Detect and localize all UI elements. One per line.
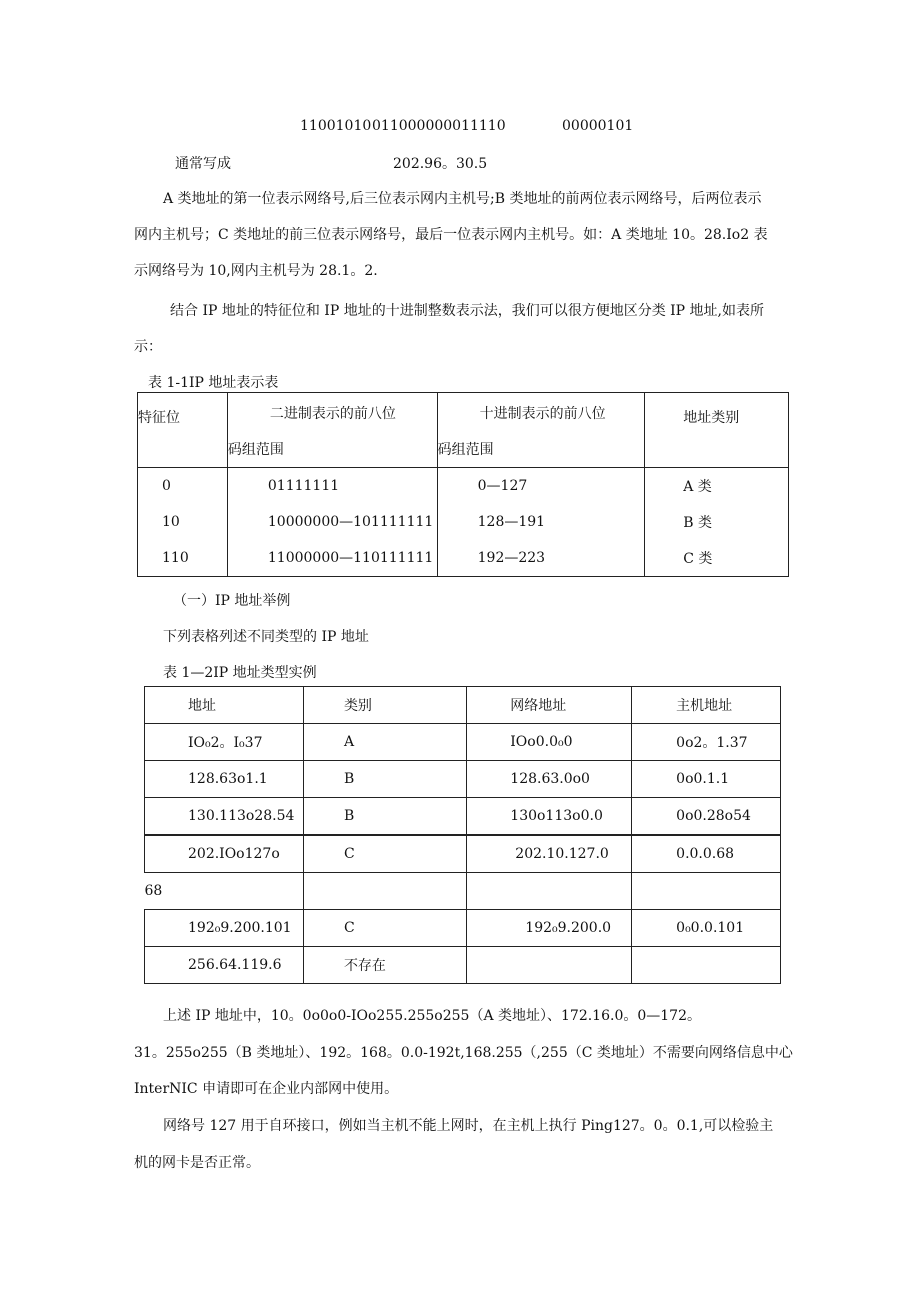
cell-binary-range: 10000000—101111111 xyxy=(227,504,437,540)
text-line: 结合 IP 地址的特征位和 IP 地址的十进制整数表示法，我们可以很方便地区分类 IP 地址,如表所 xyxy=(170,303,764,319)
cell-class: A xyxy=(303,724,466,761)
cell-class: B xyxy=(303,798,466,836)
cell-network-address: IOo0.0₀0 xyxy=(467,724,632,761)
table-row xyxy=(138,504,789,540)
text-line: A 类地址的第一位表示网络号,后三位表示网内主机号;B 类地址的前两位表示网络号，后两位表示 xyxy=(163,191,762,207)
cell-network-address: 192₀9.200.0 xyxy=(467,910,632,947)
table-row xyxy=(145,910,781,947)
binary-octet-1: 11001010 xyxy=(300,118,372,134)
usually-label: 通常写成 xyxy=(175,156,231,172)
cell-class: C xyxy=(303,910,466,947)
table-row xyxy=(145,835,781,873)
cell-binary-range: 11000000—110111111 xyxy=(227,540,437,577)
cell-class: C xyxy=(303,835,466,873)
header-decimal-line2: 码组范围 xyxy=(437,442,494,458)
cell-feature-bit: 110 xyxy=(138,540,228,577)
ip-class-table xyxy=(137,392,789,577)
table2-caption: 表 1—2IP 地址类型实例 xyxy=(163,665,317,681)
cell-network-address xyxy=(467,947,632,984)
cell-network-address: 130o113o0.0 xyxy=(467,798,632,836)
table2-intro: 下列表格列述不同类型的 IP 地址 xyxy=(163,629,369,645)
cell-network-address xyxy=(467,873,632,910)
header-host-address: 主机地址 xyxy=(632,687,781,724)
text-line: 31。255o255（B 类地址）、192。168。0.0-192t,168.255（,255（C 类地址）不需要向网络信息中心 xyxy=(134,1045,793,1061)
header-network-address: 网络地址 xyxy=(467,687,632,724)
ip-example-table xyxy=(144,686,781,984)
cell-class xyxy=(303,873,466,910)
cell-host-address xyxy=(632,947,781,984)
cell-decimal-range: 128—191 xyxy=(437,504,645,540)
cell-address: 128.63o1.1 xyxy=(145,761,304,798)
header-class: 类别 xyxy=(303,687,466,724)
text-line: 上述 IP 地址中，10。0o0o0-IOo255.255o255（A 类地址）、172.16.0。0—172。 xyxy=(163,1008,701,1024)
cell-address: 130.113o28.54 xyxy=(145,798,304,836)
text-line: 示网络号为 10,网内主机号为 28.1。2. xyxy=(134,263,378,279)
cell-decimal-range: 192—223 xyxy=(437,540,645,577)
cell-class: 不存在 xyxy=(303,947,466,984)
table-row xyxy=(145,873,781,910)
section-title: （一）IP 地址举例 xyxy=(173,593,291,609)
cell-address: 192₀9.200.101 xyxy=(145,910,304,947)
cell-address: 202.IOo127o xyxy=(145,835,304,873)
binary-octet-4: 00000101 xyxy=(562,118,634,134)
cell-class: A 类 xyxy=(645,468,789,505)
binary-octets-2-3: 011000000011110 xyxy=(372,118,506,134)
header-feature-bit: 特征位 xyxy=(138,410,180,426)
header-decimal-line1: 十进制表示的前八位 xyxy=(479,406,606,422)
usually-value: 202.96。30.5 xyxy=(393,156,488,172)
table-row xyxy=(145,947,781,984)
table-header-row xyxy=(145,687,781,724)
header-cell xyxy=(227,393,437,468)
cell-host-address: 0.0.0.68 xyxy=(632,835,781,873)
header-binary-line2: 码组范围 xyxy=(227,442,284,458)
cell-address: 68 xyxy=(145,873,304,910)
text-line: 示： xyxy=(134,339,162,355)
table1-caption: 表 1-1IP 地址表示表 xyxy=(148,375,279,391)
table-row xyxy=(145,724,781,761)
header-cell xyxy=(645,393,789,468)
cell-feature-bit: 10 xyxy=(138,504,228,540)
cell-class: B 类 xyxy=(645,504,789,540)
cell-host-address xyxy=(632,873,781,910)
cell-host-address: 0o0.28o54 xyxy=(632,798,781,836)
cell-network-address: 202.10.127.0 xyxy=(467,835,632,873)
cell-binary-range: 01111111 xyxy=(227,468,437,505)
cell-class: B xyxy=(303,761,466,798)
text-line: 机的网卡是否正常。 xyxy=(134,1155,260,1171)
cell-host-address: 0o0.1.1 xyxy=(632,761,781,798)
cell-host-address: 0o2。1.37 xyxy=(632,724,781,761)
table-row xyxy=(138,468,789,505)
table-header-row xyxy=(138,393,789,468)
cell-address: 256.64.119.6 xyxy=(145,947,304,984)
table-row xyxy=(145,798,781,836)
table-row xyxy=(138,540,789,577)
header-cell xyxy=(437,393,645,468)
cell-class: C 类 xyxy=(645,540,789,577)
cell-network-address: 128.63.0o0 xyxy=(467,761,632,798)
cell-feature-bit: 0 xyxy=(138,468,228,505)
cell-address: IO₀2。I₀37 xyxy=(145,724,304,761)
table-row xyxy=(145,761,781,798)
header-binary-line1: 二进制表示的前八位 xyxy=(269,406,396,422)
text-line: 网内主机号；C 类地址的前三位表示网络号，最后一位表示网内主机号。如：A 类地址 10。28.Io2 表 xyxy=(134,227,768,243)
text-line: InterNIC 申请即可在企业内部网中使用。 xyxy=(134,1081,399,1097)
text-line: 网络号 127 用于自环接口，例如当主机不能上网时，在主机上执行 Ping127。0。0.1,可以检验主 xyxy=(163,1118,774,1134)
header-address-class: 地址类别 xyxy=(683,410,740,426)
header-address: 地址 xyxy=(145,687,304,724)
header-cell xyxy=(138,393,228,468)
cell-host-address: 0₀0.0.101 xyxy=(632,910,781,947)
cell-decimal-range: 0—127 xyxy=(437,468,645,505)
